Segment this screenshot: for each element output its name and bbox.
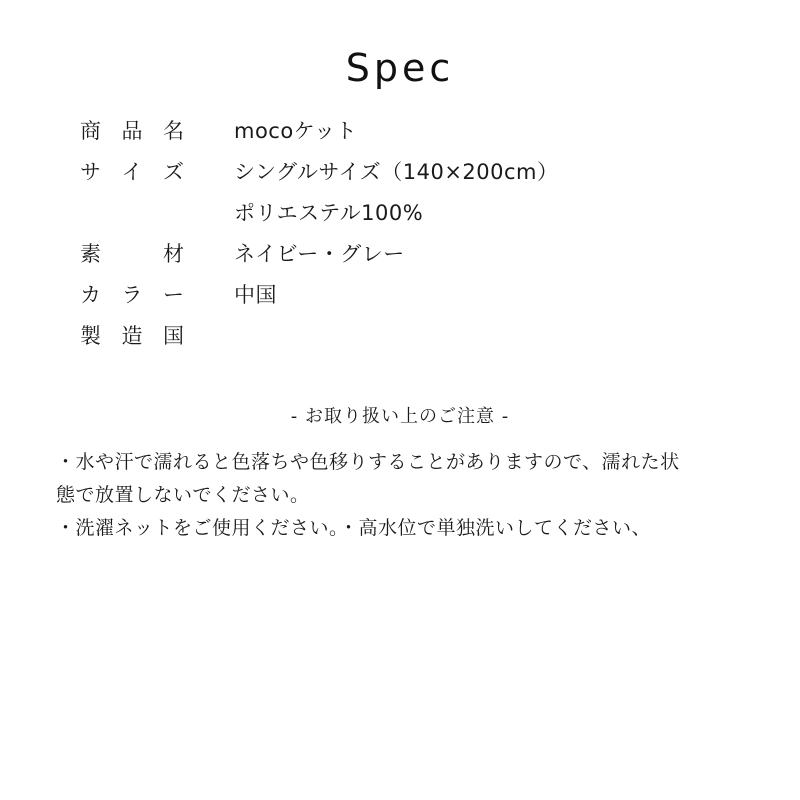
spec-value-color: ネイビー・グレー: [234, 242, 405, 266]
spec-label-char: 素: [80, 242, 101, 266]
spec-row-label-country: [80, 319, 200, 360]
care-note-line: ・洗濯ネットをご使用ください。・高水位で単独洗いしてください、: [56, 517, 652, 539]
spec-label-color: [80, 278, 184, 312]
spec-value-column: [234, 114, 754, 360]
spec-label-product-name: [80, 114, 184, 148]
spec-label-char: イ: [121, 160, 143, 184]
spec-value-material: ポリエステル100%: [234, 201, 424, 225]
spec-label-char: ズ: [163, 160, 184, 184]
spec-value-size: シングルサイズ（140×200cm）: [234, 160, 559, 184]
spec-row-label-empty: [80, 196, 200, 237]
spec-label-char: 製: [80, 324, 101, 348]
care-note-line: 態で放置しないでください。: [56, 484, 310, 506]
spec-label-char: 材: [163, 242, 184, 266]
spec-label-column: [80, 114, 200, 360]
spec-label-country-of-origin: [80, 319, 184, 353]
spec-value-product-name: mocoケット: [234, 119, 358, 143]
spec-row-label-product-name: [80, 114, 200, 155]
spec-label-char: ー: [163, 283, 184, 307]
spec-label-char: サ: [80, 160, 101, 184]
spec-label-char: 商: [80, 119, 101, 143]
spec-label-size: [80, 155, 184, 189]
spec-label-char: 名: [163, 119, 184, 143]
spec-label-char: 造: [121, 324, 143, 348]
care-notes-heading: - お取り扱い上のご注意 -: [290, 406, 510, 427]
spec-label-char: 国: [163, 324, 184, 348]
care-note-line: ・水や汗で濡れると色落ちや色移りすることがありますので、濡れた状: [56, 451, 680, 473]
spec-row-label-material: [80, 237, 200, 278]
page-title: Spec: [345, 46, 455, 90]
spec-value-origin: 中国: [234, 283, 277, 307]
spec-row-label-color: [80, 278, 200, 319]
spec-label-char: ラ: [121, 283, 143, 307]
spec-label-char: 品: [121, 119, 143, 143]
spec-label-material: [80, 237, 184, 271]
care-notes-list: [56, 446, 746, 545]
spec-value-empty: [234, 319, 754, 360]
spec-label-char: カ: [80, 283, 101, 307]
spec-row-label-size: [80, 155, 200, 196]
